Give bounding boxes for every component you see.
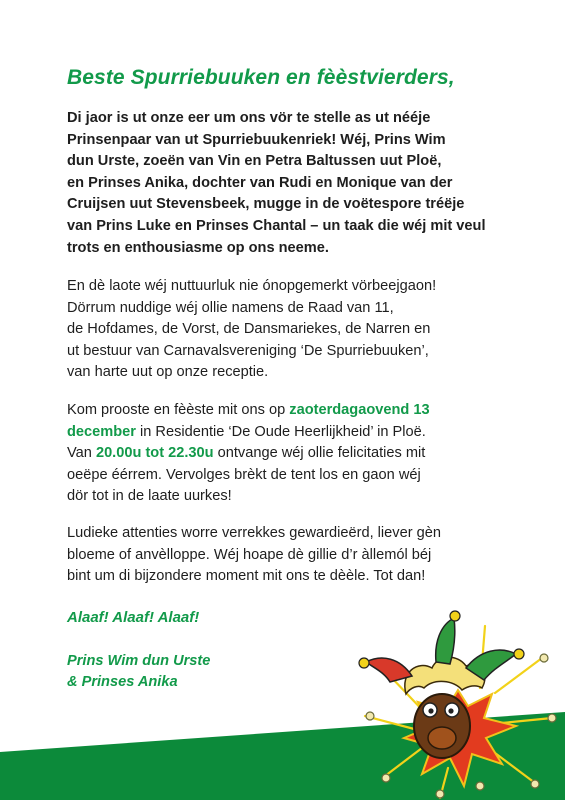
event-text-2: in Residentie ‘De Oude Heerlijkheid’ in Ploë. Van: [67, 423, 426, 462]
jester-mascot-icon: [330, 598, 565, 800]
invitation-paragraph: En dè laote wéj nuttuurluk nie ónopgemerkt vörbeejgaon! Dörrum nuddige wéj ollie namens de Raad van 11, de Hofdames, de Vorst, de Dansmariekes, de Narren en ut bestuur van Carnavalsvereniging ‘De Spurriebuuken’, van harte uut op onze receptie.: [67, 278, 437, 381]
gifts-paragraph: Ludieke attenties worre verrekkes gewardieërd, liever gèn bloeme of anvèlloppe. Wéj hoape dè gillie d’r àllemól béj bint um di bijzondere moment mit ons te dèèle. Tot dan!: [67, 525, 441, 585]
greeting-heading: Beste Spurriebuuken en fèèstvierders,: [67, 66, 455, 89]
event-time: 20.00u tot 22.30u: [95, 445, 214, 462]
event-date: zaoterdagaovend 13 december: [67, 402, 430, 440]
event-paragraph: [67, 400, 527, 508]
intro-paragraph: Di jaor is ut onze eer um ons vör te stelle as ut nééje Prinsenpaar van ut Spurriebuukenriek! Wéj, Prins Wim dun Urste, zoeën van Vin en Petra Baltussen uut Ploë, en Prinses Anika, dochter van Rudi en Monique van der Cruijsen uut Stevensbeek, mugge in de voëtespore tréëje van Prins Luke en Prinses Chantal – un taak die wéj mit veul trots en enthousiasme op ons neeme.: [67, 110, 486, 256]
event-text-3: ontvange wéj ollie felicitaties mit oeëpe éérrem. Vervolges brèkt de tent los en gaon wéj dör tot in de laate uurkes!: [67, 445, 426, 505]
cheer-text: Alaaf! Alaaf! Alaaf!: [67, 609, 200, 626]
signature: Prins Wim dun Urste & Prinses Anika: [67, 653, 211, 690]
event-text-1: Kom prooste en fèèste mit ons op: [67, 402, 290, 418]
